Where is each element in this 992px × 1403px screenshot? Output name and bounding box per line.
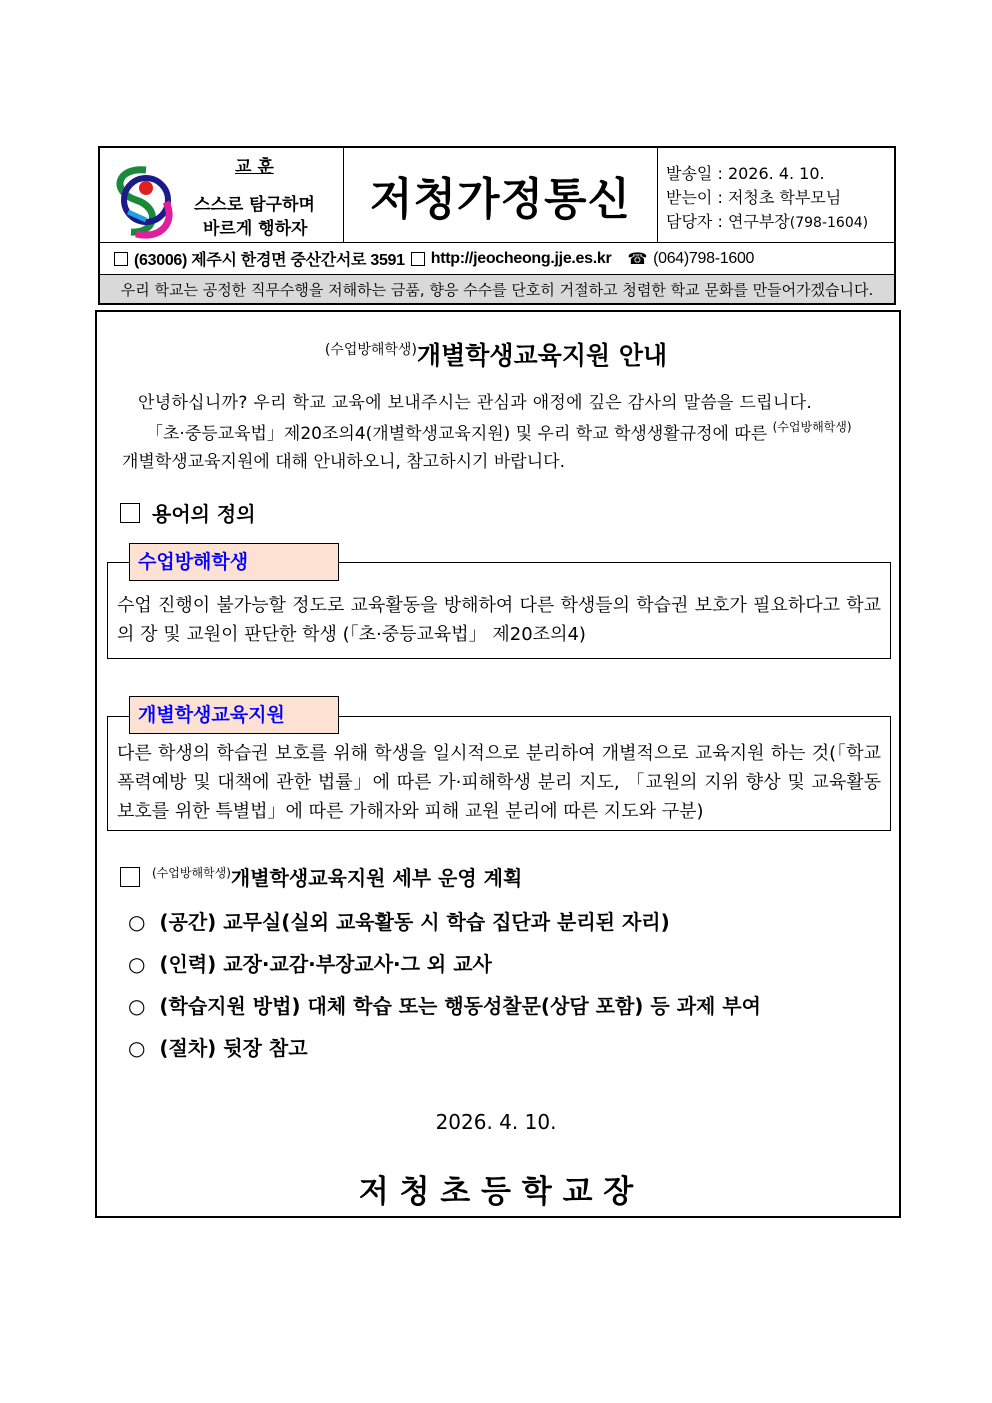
definition-box: 다른 학생의 학습권 보호를 위해 학생을 일시적으로 분리하여 개별적으로 교육지원 하는 것(「학교폭력예방 및 대책에 관한 법률」에 따른 가·피해학생 분리 지도, 「교원의 지위 향상 및 교육활동 보호를 위한 특별법」에 따른 가해자와 피해 교원 분리에 따른 지도와 구분) <box>107 716 891 831</box>
school-logo-icon <box>106 162 186 242</box>
motto-title: 교 훈 <box>235 157 274 177</box>
signature: 저 청 초 등 학 교 장 <box>358 1174 634 1210</box>
intro-text: 개별학생교육지원에 대해 안내하오니, 참고하시기 바랍니다. <box>122 452 565 472</box>
checkbox-icon <box>120 867 140 887</box>
address-bar <box>98 243 896 275</box>
meta-info <box>658 148 894 242</box>
motto-line: 바르게 행하자 <box>203 219 308 239</box>
section-heading: 용어의 정의 <box>120 498 256 527</box>
issue-date: 2026. 4. 10. <box>435 1110 557 1134</box>
plan-item: ○ (절차) 뒷장 참고 <box>128 1036 308 1060</box>
website-link[interactable]: http://jeocheong.jje.es.kr <box>430 249 612 267</box>
phone-icon: ☎ <box>627 250 648 268</box>
box-icon <box>114 252 128 266</box>
newsletter-title: 저청가정통신 <box>344 148 658 242</box>
motto-cell <box>100 148 344 242</box>
intro-text: 안녕하십니까? 우리 학교 교육에 보내주시는 관심과 애정에 깊은 감사의 말씀을 드립니다. <box>138 393 813 413</box>
plan-item: ○ (학습지원 방법) 대체 학습 또는 행동성찰문(상담 포함) 등 과제 부여 <box>128 994 761 1018</box>
phone: (064)798-1600 <box>653 249 755 267</box>
integrity-slogan: 우리 학교는 공정한 직무수행을 저해하는 금품, 향응 수수를 단호히 거절하고 청렴한 학교 문화를 만들어가겠습니다. <box>98 275 896 305</box>
address: (63006) 제주시 한경면 중산간서로 3591 <box>134 252 405 269</box>
box-icon <box>411 252 425 266</box>
term-label: 개별학생교육지원 <box>129 696 339 734</box>
motto-line: 스스로 탐구하며 <box>194 195 315 215</box>
intro-text: 「초·중등교육법」제20조의4(개별학생교육지원) 및 우리 학교 학생생활규정에 따른 $^{(수업방해학생)}$ <box>146 420 852 444</box>
meta-row: 담당자 : 연구부장(798-1604) <box>666 212 869 231</box>
meta-row: 발송일 : 2026. 4. 10. <box>666 164 825 183</box>
newsletter-header <box>98 146 896 243</box>
plan-item: ○ (공간) 교무실(실외 교육활동 시 학습 집단과 분리된 자리) <box>128 910 670 934</box>
meta-row: 받는이 : 저청초 학부모님 <box>666 188 842 207</box>
checkbox-icon <box>120 503 140 523</box>
section-heading: $^{(수업방해학생)}$개별학생교육지원 세부 운영 계획 <box>120 862 522 891</box>
plan-item: ○ (인력) 교장·교감·부장교사·그 외 교사 <box>128 952 492 976</box>
doc-title: $^{(수업방해학생)}$개별학생교육지원 안내 <box>324 341 668 370</box>
term-label: 수업방해학생 <box>129 543 339 581</box>
definition-box: 수업 진행이 불가능할 정도로 교육활동을 방해하여 다른 학생들의 학습권 보호가 필요하다고 학교의 장 및 교원이 판단한 학생 (「초·중등교육법」 제20조의4) <box>107 562 891 659</box>
